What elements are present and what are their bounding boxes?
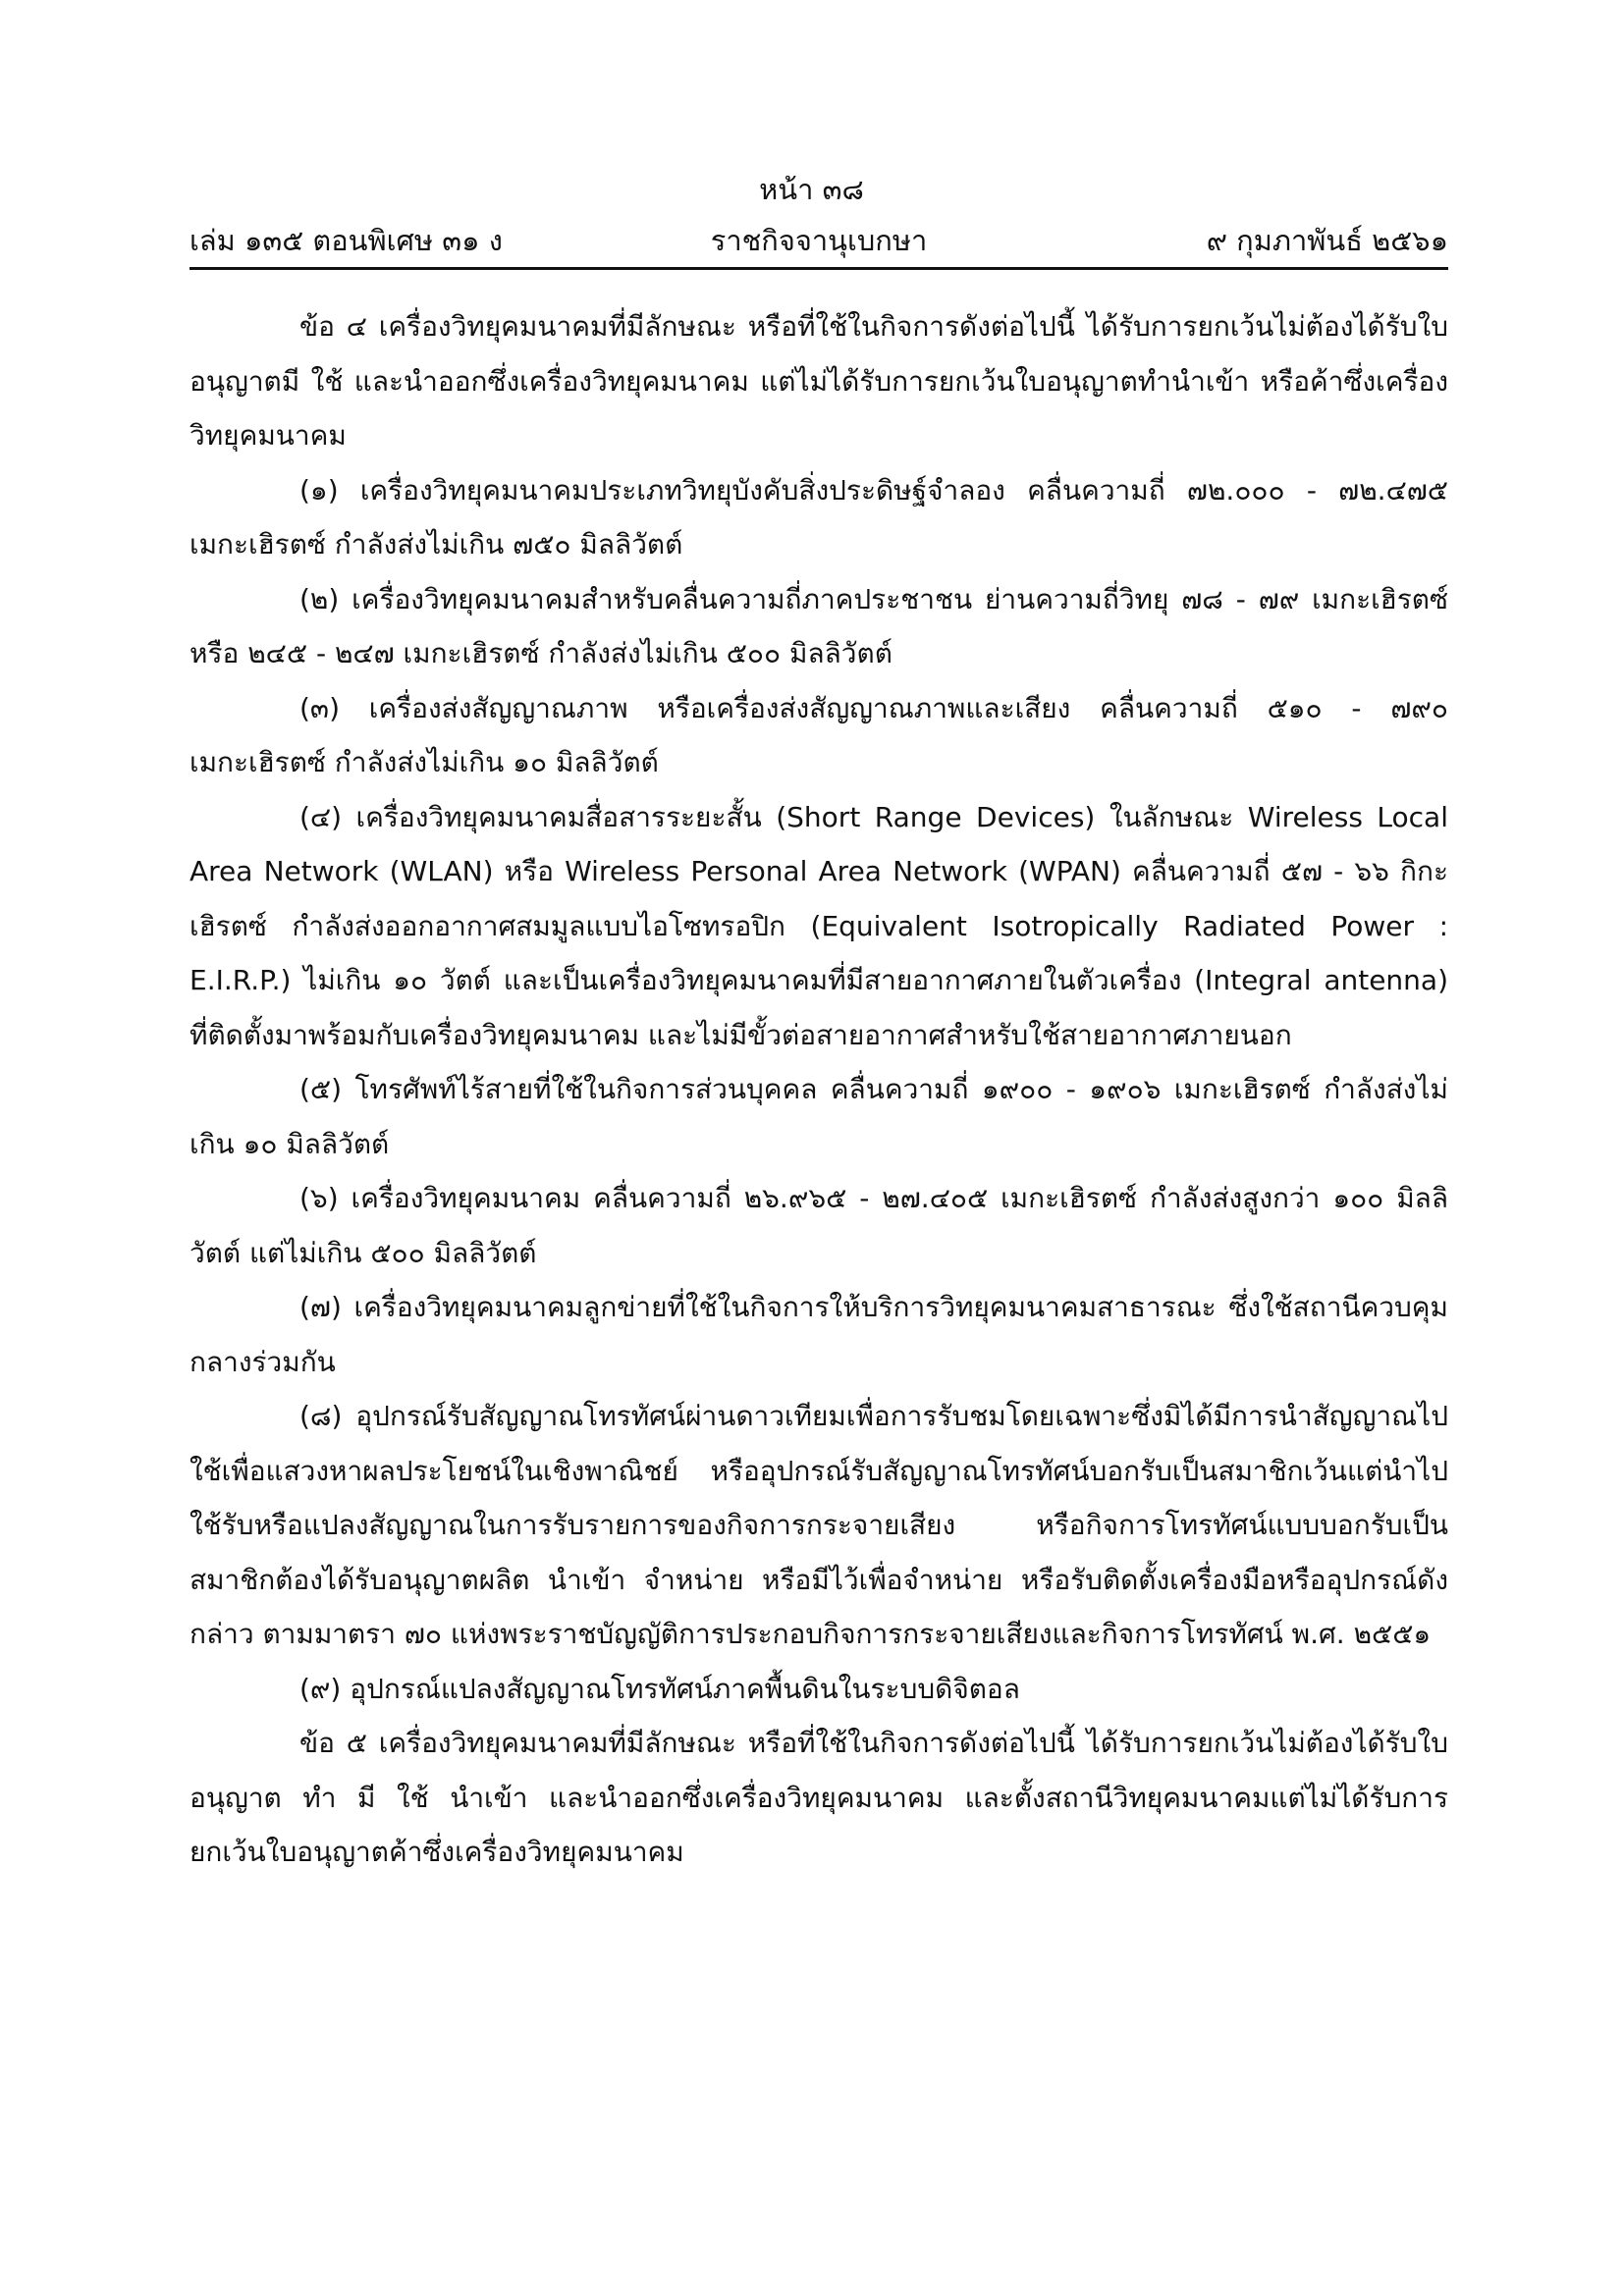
gazette-title: ราชกิจจานุเบกษา: [710, 224, 928, 257]
section-4-item-3: (๓) เครื่องส่งสัญญาณภาพ หรือเครื่องส่งสัญญาณภาพและเสียง คลื่นความถี่ ๕๑๐ - ๗๙๐ เมกะเฮิรตซ์ กำลังส่งไม่เกิน ๑๐ มิลลิวัตต์: [189, 691, 1448, 778]
section-4-item-1: (๑) เครื่องวิทยุคมนาคมประเภทวิทยุบังคับสิ่งประดิษฐ์จำลอง คลื่นความถี่ ๗๒.๐๐๐ - ๗๒.๔๗๕ เมกะเฮิรตซ์ กำลังส่งไม่เกิน ๗๕๐ มิลลิวัตต์: [189, 473, 1448, 561]
section-4-paragraph: ข้อ ๔ เครื่องวิทยุคมนาคมที่มีลักษณะ หรือที่ใช้ในกิจการดังต่อไปนี้ ได้รับการยกเว้นไม่ต้องได้รับใบอนุญาตมี ใช้ และนำออกซึ่งเครื่องวิทยุคมนาคม แต่ไม่ได้รับการยกเว้นใบอนุญาตทำนำเข้า หรือค้าซึ่งเครื่องวิทยุคมนาคม: [189, 310, 1448, 452]
section-4-item-8: (๘) อุปกรณ์รับสัญญาณโทรทัศน์ผ่านดาวเทียมเพื่อการรับชมโดยเฉพาะซึ่งมิได้มีการนำสัญญาณไปใช้เพื่อแสวงหาผลประโยชน์ในเชิงพาณิชย์ หรืออุปกรณ์รับสัญญาณโทรทัศน์บอกรับเป็นสมาชิกเว้นแต่นำไปใช้รับหรือแปลงสัญญาณในการรับรายการของกิจการกระจายเสียง หรือกิจการโทรทัศน์แบบบอกรับเป็นสมาชิกต้องได้รับอนุญาตผลิต นำเข้า จำหน่าย หรือมีไว้เพื่อจำหน่าย หรือรับติดตั้งเครื่องมือหรืออุปกรณ์ดังกล่าว ตามมาตรา ๗๐ แห่งพระราชบัญญัติการประกอบกิจการกระจายเสียงและกิจการโทรทัศน์ พ.ศ. ๒๕๕๑: [189, 1400, 1448, 1650]
section-4-item-7: (๗) เครื่องวิทยุคมนาคมลูกข่ายที่ใช้ในกิจการให้บริการวิทยุคมนาคมสาธารณะ ซึ่งใช้สถานีควบคุมกลางร่วมกัน: [189, 1291, 1448, 1378]
section-4-item-9: (๙) อุปกรณ์แปลงสัญญาณโทรทัศน์ภาคพื้นดินในระบบดิจิตอล: [299, 1672, 1020, 1705]
gazette-header: [189, 218, 1448, 261]
section-4-item-2: (๒) เครื่องวิทยุคมนาคมสำหรับคลื่นความถี่ภาคประชาชน ย่านความถี่วิทยุ ๗๘ - ๗๙ เมกะเฮิรตซ์ หรือ ๒๔๕ - ๒๔๗ เมกะเฮิรตซ์ กำลังส่งไม่เกิน ๕๐๐ มิลลิวัตต์: [189, 582, 1448, 669]
section-5-paragraph: ข้อ ๕ เครื่องวิทยุคมนาคมที่มีลักษณะ หรือที่ใช้ในกิจการดังต่อไปนี้ ได้รับการยกเว้นไม่ต้องได้รับใบอนุญาต ทำ มี ใช้ นำเข้า และนำออกซึ่งเครื่องวิทยุคมนาคม และตั้งสถานีวิทยุคมนาคมแต่ไม่ได้รับการยกเว้นใบอนุญาตค้าซึ่งเครื่องวิทยุคมนาคม: [189, 1727, 1448, 1868]
volume-issue: เล่ม ๑๓๕ ตอนพิเศษ ๓๑ ง: [189, 224, 503, 257]
document-body: [189, 299, 1448, 1880]
page-number: หน้า ๓๘: [759, 173, 864, 206]
section-4-item-4: (๔) เครื่องวิทยุคมนาคมสื่อสารระยะสั้น (Short Range Devices) ในลักษณะ Wireless Local Area Network (WLAN) หรือ Wireless Personal Area Network (WPAN) คลื่นความถี่ ๕๗ - ๖๖ กิกะเฮิรตซ์ กำลังส่งออกอากาศสมมูลแบบไอโซทรอปิก (Equivalent Isotropically Radiated Power : E.I.R.P.) ไม่เกิน ๑๐ วัตต์ และเป็นเครื่องวิทยุคมนาคมที่มีสายอากาศภายในตัวเครื่อง (Integral antenna) ที่ติดตั้งมาพร้อมกับเครื่องวิทยุคมนาคม และไม่มีขั้วต่อสายอากาศสำหรับใช้สายอากาศภายนอก: [189, 800, 1448, 1051]
section-4-item-5: (๕) โทรศัพท์ไร้สายที่ใช้ในกิจการส่วนบุคคล คลื่นความถี่ ๑๙๐๐ - ๑๙๐๖ เมกะเฮิรตซ์ กำลังส่งไม่เกิน ๑๐ มิลลิวัตต์: [189, 1073, 1448, 1160]
header-rule: [189, 267, 1448, 270]
publication-date: ๙ กุมภาพันธ์ ๒๕๖๑: [1206, 224, 1448, 257]
section-4-item-6: (๖) เครื่องวิทยุคมนาคม คลื่นความถี่ ๒๖.๙๖๕ - ๒๗.๔๐๕ เมกะเฮิรตซ์ กำลังส่งสูงกว่า ๑๐๐ มิลลิวัตต์ แต่ไม่เกิน ๕๐๐ มิลลิวัตต์: [189, 1182, 1448, 1269]
